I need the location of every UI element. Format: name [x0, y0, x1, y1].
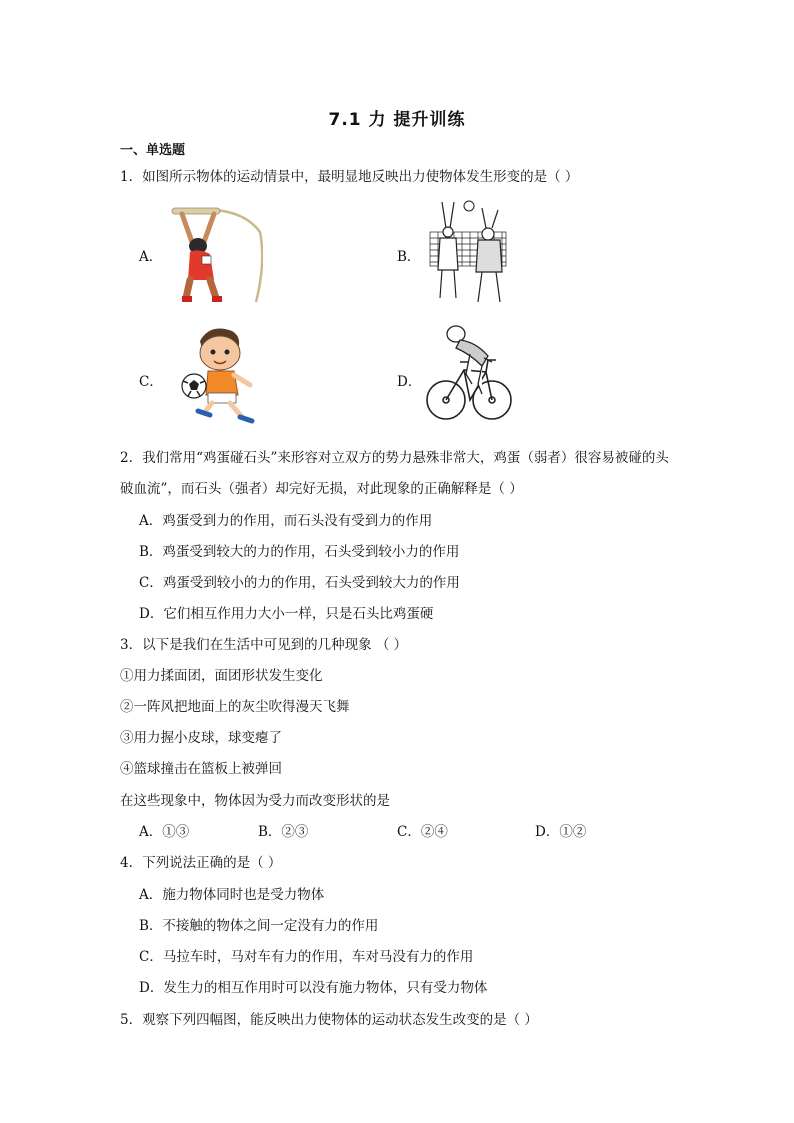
- cyclist-image: [426, 322, 512, 428]
- boy-kicking-football-image: [180, 323, 260, 427]
- q3-item-2: ②一阵风把地面上的灰尘吹得漫天飞舞: [120, 699, 350, 715]
- section-heading: 一、单选题: [120, 143, 186, 158]
- q3-option-b: B．②③: [258, 824, 309, 840]
- q1-option-d-label: D．: [397, 374, 422, 390]
- q2-option-c: C．鸡蛋受到较小的力的作用，石头受到较大力的作用: [139, 575, 460, 591]
- page-title: 7.1 力 提升训练: [328, 110, 466, 130]
- q3-question: 在这些现象中，物体因为受力而改变形状的是: [120, 793, 390, 809]
- q3-item-3: ③用力握小皮球，球变瘪了: [120, 730, 282, 746]
- q3-option-c: C．②④: [397, 824, 448, 840]
- question-2-line-2: 破血流”，而石头（强者）却完好无损，对此现象的正确解释是（ ）: [120, 481, 523, 497]
- q1-option-c-label: C．: [139, 374, 163, 390]
- question-1-stem: 1．如图所示物体的运动情景中，最明显地反映出力使物体发生形变的是（ ）: [120, 169, 579, 185]
- q3-item-4: ④篮球撞击在篮板上被弹回: [120, 761, 282, 777]
- q4-option-c: C．马拉车时，马对车有力的作用，车对马没有力的作用: [139, 949, 474, 965]
- q2-option-b: B．鸡蛋受到较大的力的作用，石头受到较小力的作用: [139, 544, 460, 560]
- q2-option-a: A．鸡蛋受到力的作用，而石头没有受到力的作用: [139, 513, 433, 529]
- q3-option-a: A．①③: [139, 824, 190, 840]
- question-4-stem: 4．下列说法正确的是（ ）: [120, 855, 282, 871]
- question-3-stem: 3．以下是我们在生活中可见到的几种现象 （ ）: [120, 637, 408, 653]
- pole-vaulter-image: [168, 202, 263, 305]
- q4-option-b: B．不接触的物体之间一定没有力的作用: [139, 918, 379, 934]
- q2-option-d: D．它们相互作用力大小一样，只是石头比鸡蛋硬: [139, 606, 434, 622]
- volleyball-players-image: [428, 198, 508, 306]
- q1-option-b-label: B．: [397, 249, 421, 265]
- question-5-stem: 5．观察下列四幅图，能反映出力使物体的运动状态发生改变的是（ ）: [120, 1012, 538, 1028]
- q1-option-a-label: A．: [139, 249, 163, 265]
- q3-option-d: D．①②: [535, 824, 587, 840]
- q3-item-1: ①用力揉面团，面团形状发生变化: [120, 668, 323, 684]
- question-2-line-1: 2．我们常用“鸡蛋碰石头”来形容对立双方的势力悬殊非常大，鸡蛋（弱者）很容易被碰的头: [120, 450, 669, 466]
- q4-option-d: D．发生力的相互作用时可以没有施力物体，只有受力物体: [139, 980, 488, 996]
- q4-option-a: A．施力物体同时也是受力物体: [139, 887, 325, 903]
